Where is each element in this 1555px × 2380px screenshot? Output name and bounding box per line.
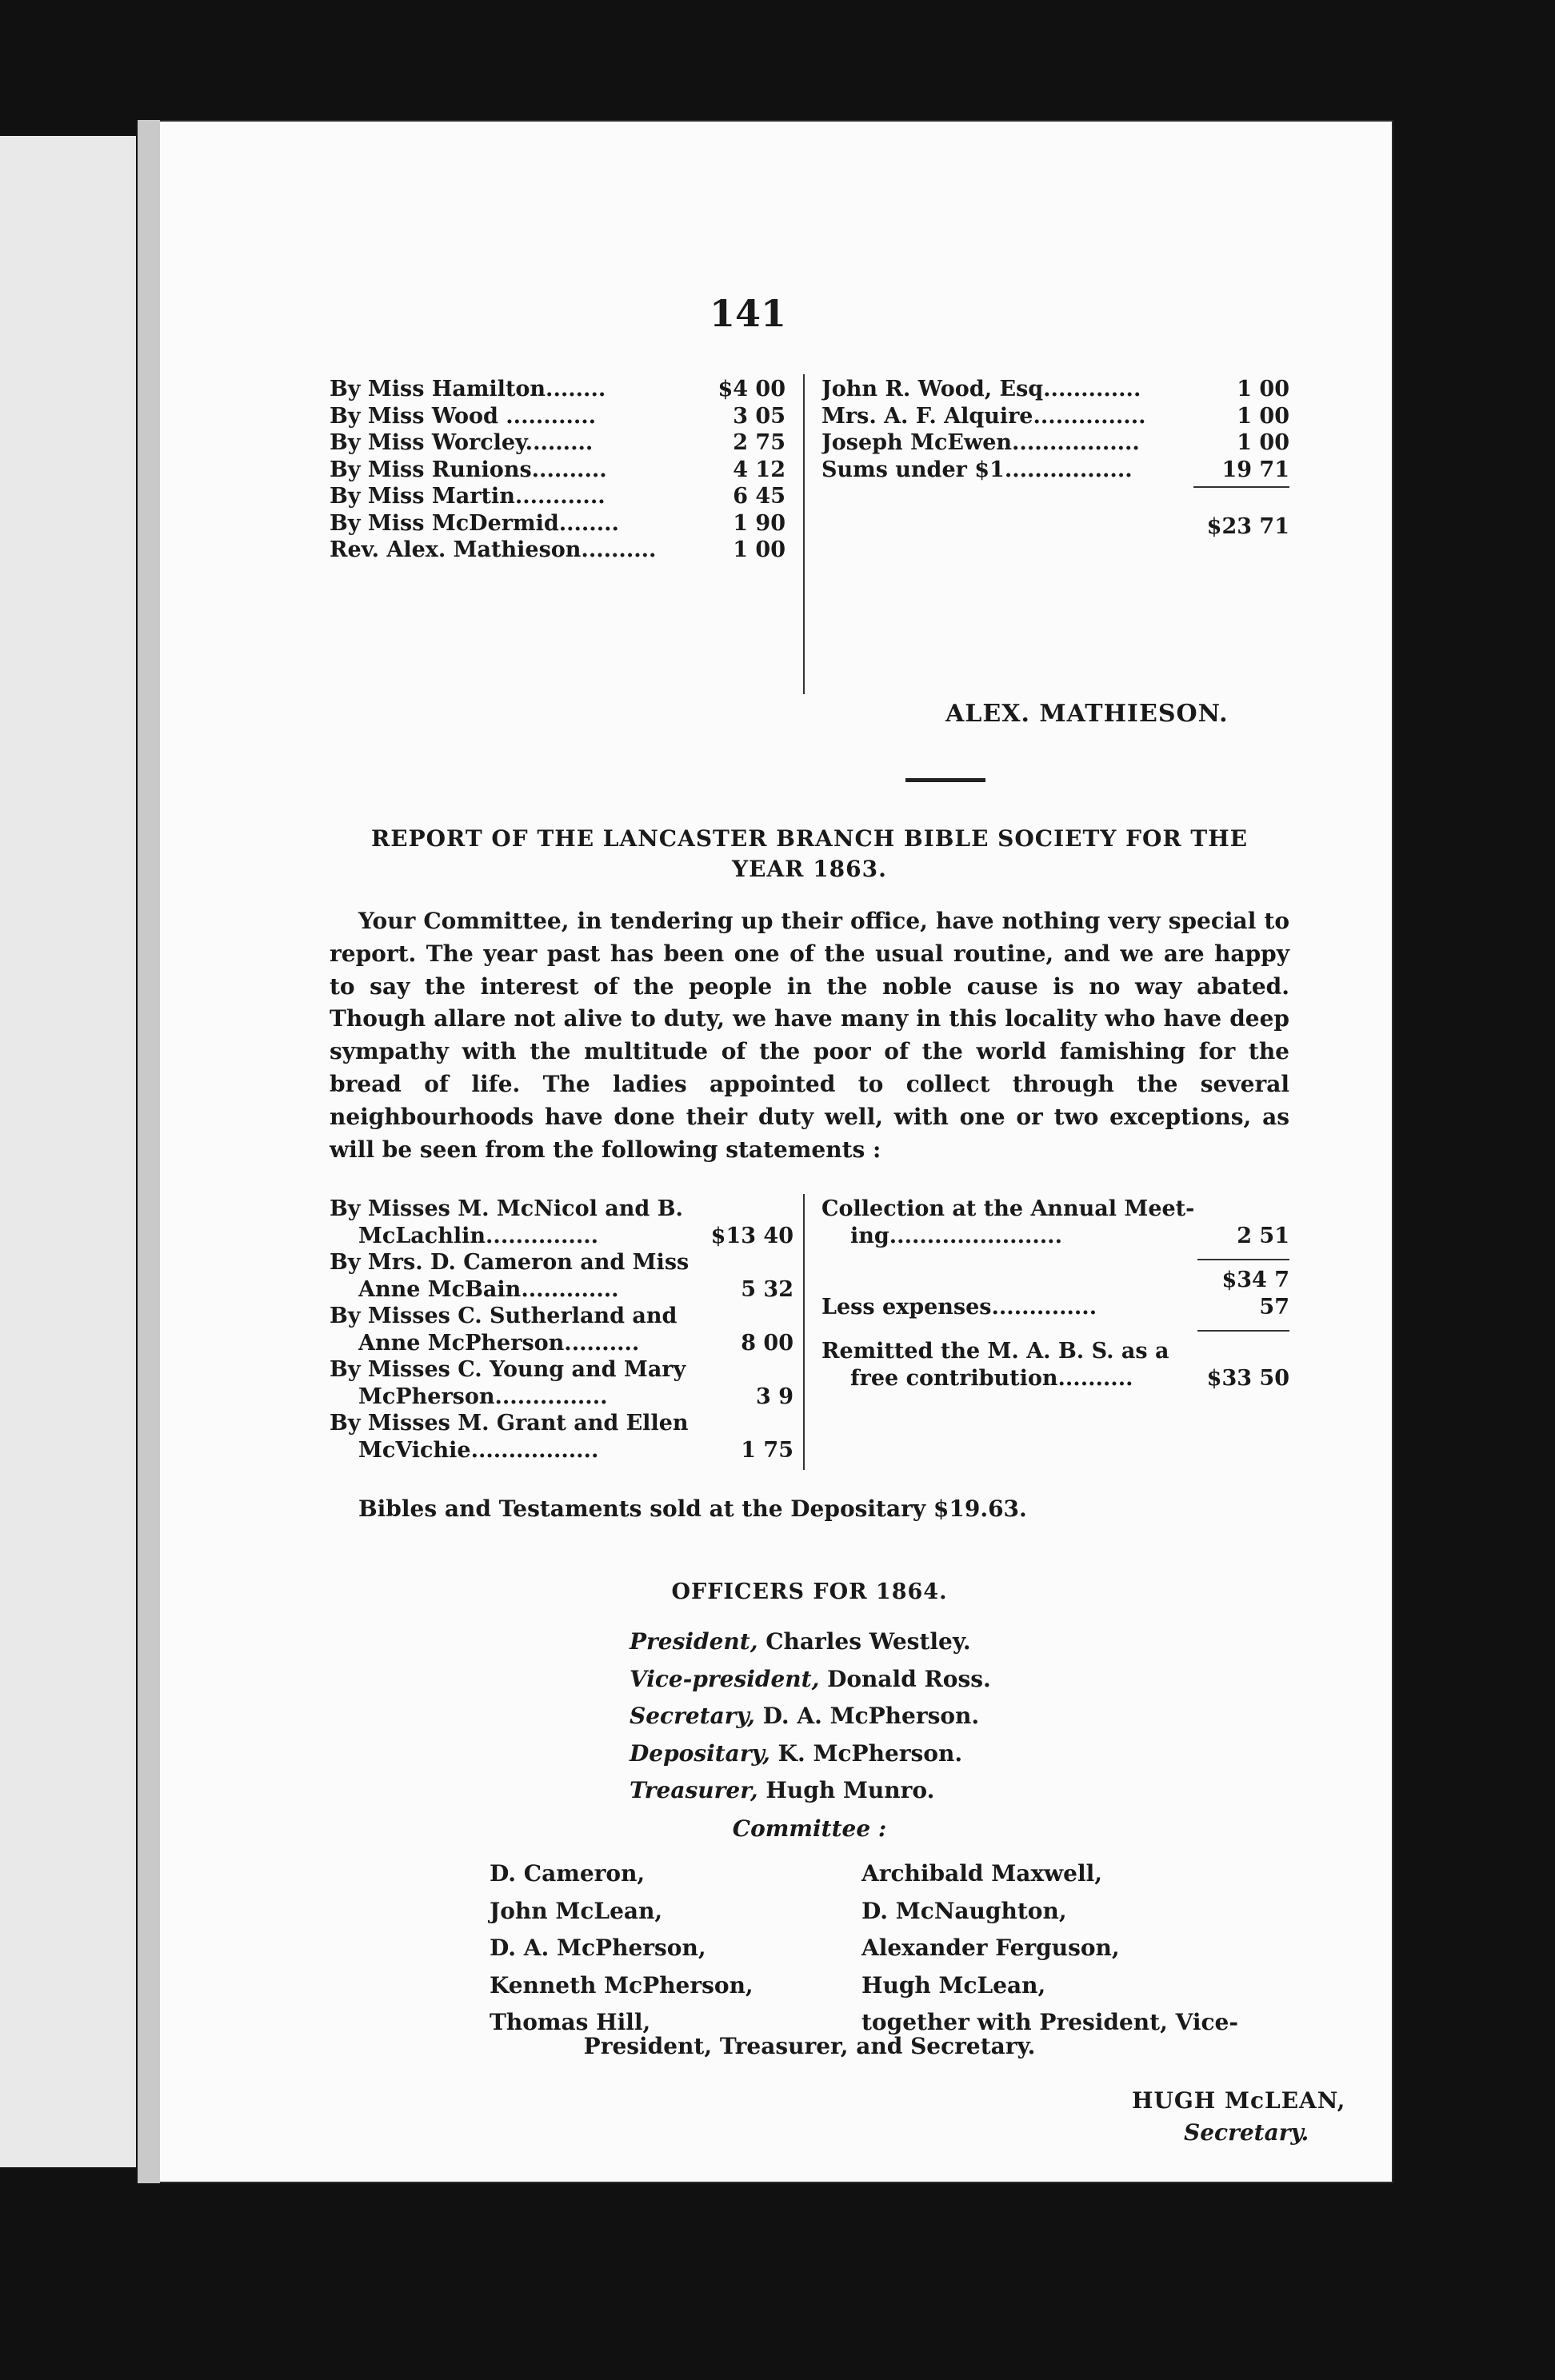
collection-entry	[330, 1249, 793, 1303]
committee-member: Thomas Hill,	[490, 2009, 651, 2035]
subtotal-rule	[1197, 1259, 1289, 1260]
officer-name: Charles Westley.	[766, 1628, 971, 1655]
officer-line	[630, 1623, 991, 1661]
expenses-row: Less expenses.............. 57	[821, 1294, 1289, 1320]
committee-member: Kenneth McPherson,	[490, 1971, 754, 1999]
collection-line1: By Mrs. D. Cameron and Miss	[330, 1250, 690, 1275]
collection-line1: By Misses C. Young and Mary	[330, 1357, 686, 1382]
signed-by: ALEX. MATHIESON.	[945, 700, 1229, 728]
page-gutter	[138, 120, 160, 2183]
book-page	[138, 120, 1393, 2183]
collection-amount: 5 32	[741, 1276, 793, 1302]
annual-collection-line1: Collection at the Annual Meet-	[821, 1196, 1195, 1221]
officer-line	[630, 1735, 991, 1773]
signature-title: Secretary.	[1184, 2119, 1309, 2146]
collection-line1: By Misses M. Grant and Ellen	[330, 1411, 689, 1436]
collection-name: McPherson...............	[358, 1384, 608, 1409]
committee-right-column	[861, 1855, 1238, 2042]
collection-amount: 8 00	[741, 1330, 793, 1356]
account-amount: 1 00	[733, 537, 785, 562]
committee-heading: Committee :	[732, 1815, 887, 1842]
collections-divider	[803, 1194, 805, 1470]
report-paragraph-text: Your Committee, in tendering up their office, have nothing very special to report. The year past has been one of the usual routine, and we are happy to say the interest of the people in the noble cause is no way abated. Though allare not alive to duty, we have many in this locality who have deep sympathy with the multitude of the poor of the world famishing for the bread of life. The ladies appointed to collect through the several neighbourhoods have done their duty well, with one or two exceptions, as will be seen from the following statements :	[330, 908, 1289, 1163]
account-amount: 1 90	[733, 510, 785, 536]
collection-line2	[330, 1330, 793, 1357]
top-accounts-right	[821, 376, 1289, 483]
annual-collection-line2: ing....................... 2 51	[850, 1223, 1289, 1248]
collections-left	[330, 1196, 793, 1464]
report-paragraph	[330, 905, 1289, 1166]
collection-name: Anne McBain.............	[358, 1276, 619, 1302]
account-amount: 19 71	[1221, 457, 1289, 482]
account-label: Mrs. A. F. Alquire...............	[821, 403, 1146, 429]
top-accounts-divider	[803, 374, 805, 694]
collection-name: Anne McPherson..........	[358, 1330, 640, 1356]
officer-line	[630, 1772, 991, 1810]
remitted-line1: Remitted the M. A. B. S. as a	[821, 1339, 1169, 1364]
collections-right	[821, 1196, 1289, 1392]
account-row	[330, 483, 785, 510]
account-row	[821, 429, 1289, 457]
section-separator	[905, 778, 985, 782]
report-title-line1: REPORT OF THE LANCASTER BRANCH BIBLE SOCIETY FOR THE	[370, 825, 1249, 852]
officers-list	[630, 1623, 991, 1810]
collection-line1: By Misses C. Sutherland and	[330, 1304, 678, 1328]
bibles-sold: Bibles and Testaments sold at the Depositary $19.63.	[358, 1495, 1027, 1522]
account-label: By Miss Wood ............	[330, 403, 597, 429]
committee-member: Alexander Ferguson,	[861, 1935, 1120, 1961]
account-amount: 1 00	[1237, 430, 1289, 455]
officer-role: President,	[630, 1628, 758, 1655]
collection-line2	[330, 1223, 793, 1250]
account-label: By Miss McDermid........	[330, 510, 619, 536]
collections-subtotal: $34 7	[1221, 1268, 1289, 1292]
collection-entry	[330, 1356, 793, 1410]
top-total-rule	[1193, 486, 1289, 488]
collection-entry	[330, 1196, 793, 1249]
officer-role: Vice-president,	[630, 1665, 820, 1692]
committee-member: Archibald Maxwell,	[861, 1860, 1102, 1887]
account-row	[821, 457, 1289, 484]
account-label: Joseph McEwen.................	[821, 430, 1140, 455]
report-title	[330, 824, 1289, 885]
officer-role: Treasurer,	[630, 1777, 758, 1803]
remitted-line2: free contribution.......... $33 50	[850, 1365, 1289, 1391]
collection-line2	[330, 1276, 793, 1304]
collection-line1: By Misses M. McNicol and B.	[330, 1196, 683, 1221]
account-row	[330, 376, 785, 403]
collection-entry	[330, 1303, 793, 1356]
remitted-rule	[1197, 1330, 1289, 1332]
account-amount: 1 00	[1237, 377, 1289, 401]
officer-role: Secretary,	[630, 1703, 755, 1729]
collection-amount: $13 40	[710, 1223, 793, 1248]
annual-collection-amount: 2 51	[1237, 1223, 1289, 1248]
collection-name: McLachlin...............	[358, 1223, 599, 1248]
account-row	[330, 537, 785, 564]
officer-name: K. McPherson.	[778, 1739, 963, 1767]
account-row	[821, 403, 1289, 430]
committee-member: John McLean,	[490, 1897, 663, 1924]
report-title-line2: YEAR 1863.	[732, 856, 887, 882]
collection-line2	[330, 1437, 793, 1464]
officers-heading: OFFICERS FOR 1864.	[671, 1579, 948, 1604]
expenses-amount: 57	[1259, 1294, 1289, 1320]
account-label: John R. Wood, Esq.............	[821, 377, 1141, 401]
account-label: By Miss Martin............	[330, 484, 606, 509]
committee-member: D. McNaughton,	[861, 1897, 1067, 1924]
collection-amount: 1 75	[741, 1437, 793, 1463]
account-amount: 6 45	[733, 484, 785, 509]
top-accounts-left	[330, 376, 785, 564]
top-accounts-total: $23 71	[1206, 514, 1289, 539]
account-amount: $4 00	[718, 377, 785, 401]
account-label: By Miss Worcley.........	[330, 430, 594, 455]
account-row	[330, 510, 785, 537]
account-label: By Miss Runions..........	[330, 457, 607, 482]
page-number: 141	[710, 292, 787, 335]
account-row	[330, 457, 785, 484]
committee-left-column	[490, 1855, 754, 2042]
account-row	[330, 429, 785, 457]
officer-line	[630, 1698, 991, 1735]
account-amount: 3 05	[733, 403, 785, 429]
account-row	[330, 403, 785, 430]
officer-role: Depositary,	[630, 1739, 770, 1767]
officer-name: D. A. McPherson.	[762, 1703, 980, 1729]
officer-line	[630, 1661, 991, 1699]
account-amount: 2 75	[733, 430, 785, 455]
account-label: By Miss Hamilton........	[330, 377, 606, 401]
collection-entry	[330, 1410, 793, 1464]
account-row	[821, 376, 1289, 403]
committee-member: Hugh McLean,	[861, 1971, 1046, 1999]
committee-member: D. A. McPherson,	[490, 1935, 706, 1961]
collection-line2	[330, 1384, 793, 1411]
signature-name: HUGH McLEAN,	[1132, 2087, 1346, 2114]
collection-amount: 3 9	[756, 1384, 793, 1409]
committee-member: D. Cameron,	[490, 1860, 646, 1887]
officer-name: Hugh Munro.	[766, 1777, 935, 1803]
account-label: Rev. Alex. Mathieson..........	[330, 537, 657, 562]
committee-member: together with President, Vice-	[861, 2009, 1238, 2035]
collection-name: McVichie.................	[358, 1437, 599, 1463]
committee-closing: President, Treasurer, and Secretary.	[583, 2033, 1036, 2059]
adjacent-page-edge	[0, 136, 136, 2167]
officer-name: Donald Ross.	[827, 1665, 991, 1692]
account-amount: 4 12	[733, 457, 785, 482]
account-amount: 1 00	[1237, 403, 1289, 429]
remitted-amount: $33 50	[1206, 1365, 1289, 1391]
account-label: Sums under $1.................	[821, 457, 1133, 482]
